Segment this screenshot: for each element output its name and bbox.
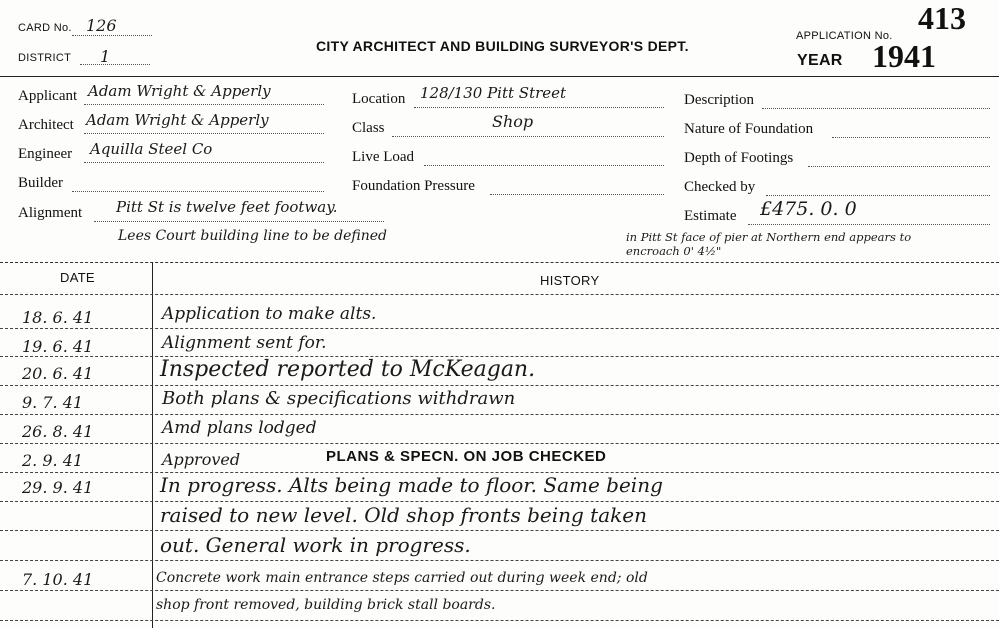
inspection-stamp: PLANS & SPECN. ON JOB CHECKED bbox=[326, 448, 607, 465]
history-entry: Inspected reported to McKeagan. bbox=[160, 357, 536, 382]
history-entry: Concrete work main entrance steps carried out during week end; old bbox=[156, 570, 648, 586]
date-column-divider bbox=[152, 262, 153, 628]
row-line bbox=[0, 328, 999, 329]
history-date: 18. 6. 41 bbox=[22, 308, 94, 327]
history-column-header: HISTORY bbox=[540, 273, 600, 288]
department-title: CITY ARCHITECT AND BUILDING SURVEYOR'S DEPT. bbox=[316, 38, 689, 54]
estimate-underline bbox=[748, 224, 990, 225]
application-no-label: APPLICATION No. bbox=[796, 30, 893, 42]
builder-label: Builder bbox=[18, 175, 63, 191]
row-line bbox=[0, 414, 999, 415]
engineer-value: Aquilla Steel Co bbox=[90, 140, 213, 158]
location-label: Location bbox=[352, 91, 406, 107]
checked-by-underline bbox=[766, 195, 990, 196]
applicant-label: Applicant bbox=[18, 88, 78, 104]
alignment-underline bbox=[94, 221, 384, 222]
history-date: 19. 6. 41 bbox=[22, 337, 94, 356]
live-load-label: Live Load bbox=[352, 149, 415, 165]
history-entry: In progress. Alts being made to floor. Same being bbox=[160, 473, 663, 497]
district-underline bbox=[80, 64, 150, 65]
row-line bbox=[0, 620, 999, 621]
builder-underline bbox=[72, 191, 324, 192]
location-underline bbox=[414, 107, 664, 108]
foundation-pressure-label: Foundation Pressure bbox=[352, 178, 475, 194]
history-entry: Application to make alts. bbox=[162, 304, 377, 324]
applicant-underline bbox=[84, 104, 324, 105]
engineer-underline bbox=[84, 162, 324, 163]
nature-of-foundation-underline bbox=[832, 137, 990, 138]
history-entry: Approved bbox=[162, 450, 241, 469]
history-entry: Both plans & specifications withdrawn bbox=[162, 388, 516, 409]
class-label: Class bbox=[352, 120, 385, 136]
row-line bbox=[0, 443, 999, 444]
card-no-value: 126 bbox=[86, 16, 117, 35]
row-line bbox=[0, 385, 999, 386]
depth-of-footings-underline bbox=[808, 166, 990, 167]
class-underline bbox=[392, 136, 664, 137]
nature-of-foundation-label: Nature of Foundation bbox=[684, 121, 814, 137]
architect-value: Adam Wright & Apperly bbox=[86, 111, 269, 129]
margin-note: in Pitt St face of pier at Northern end appears to encroach 0' 4½" bbox=[626, 230, 912, 258]
engineer-label: Engineer bbox=[18, 146, 73, 162]
estimate-value: £475. 0. 0 bbox=[760, 198, 857, 220]
history-entry: shop front removed, building brick stall boards. bbox=[156, 597, 496, 613]
history-header-divider bbox=[0, 294, 999, 295]
district-value: 1 bbox=[100, 47, 111, 66]
year-label: YEAR bbox=[797, 52, 843, 69]
alignment-value-2: Lees Court building line to be defined bbox=[118, 228, 387, 244]
row-line bbox=[0, 560, 999, 561]
description-underline bbox=[762, 108, 990, 109]
history-date: 26. 8. 41 bbox=[22, 422, 94, 441]
history-date: 29. 9. 41 bbox=[22, 478, 94, 497]
history-date: 2. 9. 41 bbox=[22, 451, 84, 470]
description-label: Description bbox=[684, 92, 754, 108]
card-no-label: CARD No. bbox=[18, 22, 72, 34]
row-line bbox=[0, 590, 999, 591]
live-load-underline bbox=[424, 165, 664, 166]
class-value: Shop bbox=[492, 112, 534, 131]
district-label: DISTRICT bbox=[18, 52, 72, 64]
foundation-pressure-underline bbox=[490, 194, 664, 195]
location-value: 128/130 Pitt Street bbox=[420, 84, 567, 102]
year-value: 1941 bbox=[872, 38, 936, 74]
applicant-value: Adam Wright & Apperly bbox=[88, 82, 271, 100]
header-divider bbox=[0, 76, 999, 77]
depth-of-footings-label: Depth of Footings bbox=[684, 150, 794, 166]
estimate-label: Estimate bbox=[684, 208, 737, 224]
history-date: 20. 6. 41 bbox=[22, 364, 94, 383]
history-date: 7. 10. 41 bbox=[22, 570, 94, 589]
card-no-underline bbox=[72, 35, 152, 36]
history-entry: Alignment sent for. bbox=[162, 333, 327, 353]
history-entry: out. General work in progress. bbox=[160, 533, 471, 557]
row-line bbox=[0, 530, 999, 531]
checked-by-label: Checked by bbox=[684, 179, 756, 195]
alignment-value: Pitt St is twelve feet footway. bbox=[116, 198, 338, 216]
history-entry: Amd plans lodged bbox=[162, 418, 317, 438]
history-top-border bbox=[0, 262, 999, 263]
history-entry: raised to new level. Old shop fronts being taken bbox=[160, 503, 647, 527]
history-date: 9. 7. 41 bbox=[22, 393, 84, 412]
application-no-value: 413 bbox=[918, 0, 966, 36]
row-line bbox=[0, 501, 999, 502]
alignment-label: Alignment bbox=[18, 205, 83, 221]
date-column-header: DATE bbox=[60, 270, 95, 285]
architect-underline bbox=[84, 133, 324, 134]
architect-label: Architect bbox=[18, 117, 74, 133]
